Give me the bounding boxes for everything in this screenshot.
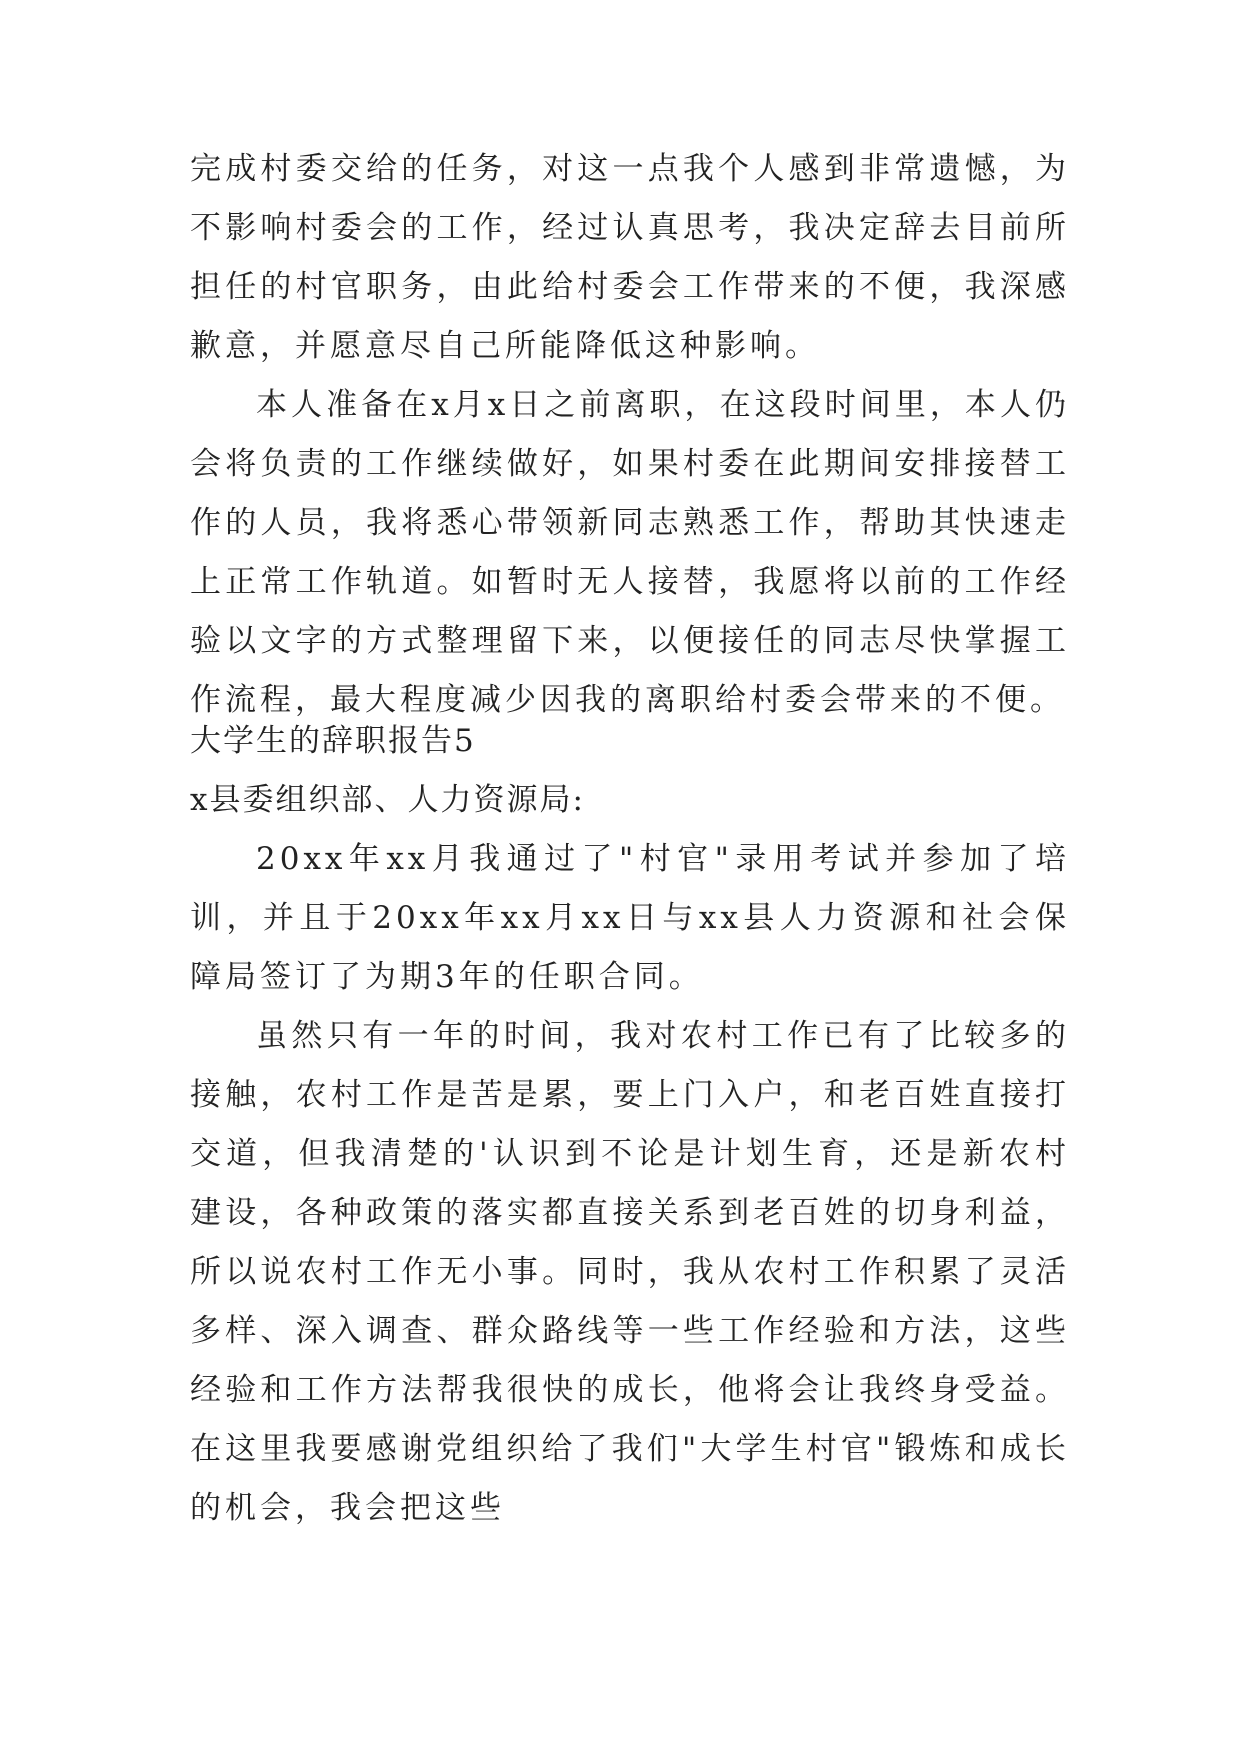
paragraph-continuation: 完成村委交给的任务，对这一点我个人感到非常遗憾，为不影响村委会的工作，经过认真思考，我决定辞去目前所担任的村官职务，由此给村委会工作带来的不便，我深感歉意，并愿意尽自己所能降低这种影响。: [190, 151, 1070, 364]
paragraph-contract: 20xx年xx月我通过了"村官"录用考试并参加了培训，并且于20xx年xx月xx日与xx县人力资源和社会保障局签订了为期3年的任职合同。: [190, 841, 1070, 995]
body-text-upper: [190, 140, 1070, 730]
section-title: 大学生的辞职报告5: [190, 723, 476, 759]
salutation: x县委组织部、人力资源局:: [190, 782, 585, 818]
body-text-lower: [190, 712, 1070, 1538]
paragraph-experience: 虽然只有一年的时间，我对农村工作已有了比较多的接触，农村工作是苦是累，要上门入户，和老百姓直接打交道，但我清楚的'认识到不论是计划生育，还是新农村建设，各种政策的落实都直接关系到老百姓的切身利益，所以说农村工作无小事。同时，我从农村工作积累了灵活多样、深入调查、群众路线等一些工作经验和方法，这些经验和工作方法帮我很快的成长，他将会让我终身受益。在这里我要感谢党组织给了我们"大学生村官"锻炼和成长的机会，我会把这些: [190, 1018, 1070, 1526]
paragraph-resignation-date: 本人准备在x月x日之前离职，在这段时间里，本人仍会将负责的工作继续做好，如果村委在此期间安排接替工作的人员，我将悉心带领新同志熟悉工作，帮助其快速走上正常工作轨道。如暂时无人接替，我愿将以前的工作经验以文字的方式整理留下来，以便接任的同志尽快掌握工作流程，最大程度减少因我的离职给村委会带来的不便。: [190, 387, 1070, 718]
